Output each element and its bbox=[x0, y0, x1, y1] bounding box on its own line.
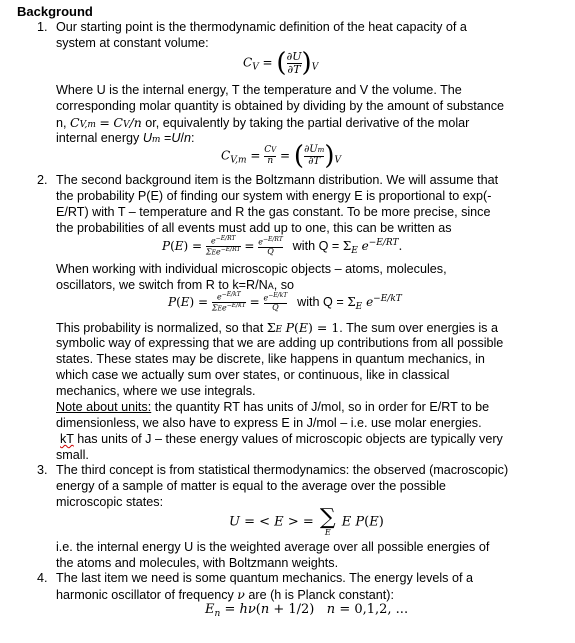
item2-para-2: states. These states may be discrete, like happens in quantum mechanics, in bbox=[56, 352, 485, 366]
item1-para-2: corresponding molar quantity is obtained by dividing by the amount of substance bbox=[56, 99, 505, 113]
item-number-2: 2. bbox=[37, 173, 48, 187]
equation-oscillator-energy: $E_n = h\nu(n + 1/2)$ n = 0,1,2, ... bbox=[205, 602, 409, 619]
item2-line-2: the probability P(E) of finding our system with energy E is proportional to exp(- bbox=[56, 189, 492, 203]
item-number-3: 3. bbox=[37, 463, 48, 477]
item1-para-4: internal energy Um =U/n: bbox=[56, 131, 195, 145]
equation-heat-capacity: $C_V$ = ( $\frac{\partial U}{\partial T}$ )$_V$ bbox=[243, 48, 319, 78]
equation-boltzmann-molar: P(E) = $\frac{e^{-E/RT}}{\Sigma Ee^{-E/RT}}$ = $\frac{e^{-E/RT}}{Q}$ with $Q = \Sigma_E$ $e^{-E/RT}$. bbox=[162, 235, 403, 257]
item2-line-3: E/RT) with T – temperature and R the gas constant. To be more precise, since bbox=[56, 205, 491, 219]
item2-normalization: This probability is normalized, so that ΣE P(E) = 1. The sum over energies is a bbox=[56, 320, 498, 335]
equation-internal-energy: U = < E > = ∑ E E P(E) bbox=[229, 505, 384, 537]
item4-line-1: The last item we need is some quantum mechanics. The energy levels of a bbox=[56, 571, 473, 585]
section-heading: Background bbox=[17, 4, 93, 19]
item2-line-4: the probabilities of all events must add up to one, this can be written as bbox=[56, 221, 452, 235]
item2-kt-last: small. bbox=[56, 448, 89, 462]
item1-line-2: system at constant volume: bbox=[56, 36, 209, 50]
item3-after-1: i.e. the internal energy U is the weighted average over all possible energies of bbox=[56, 540, 490, 554]
item2-kt-line: kT has units of J – these energy values of microscopic objects are typically very bbox=[60, 432, 503, 446]
item3-line-3: microscopic states: bbox=[56, 495, 164, 509]
item1-line-1: Our starting point is the thermodynamic definition of the heat capacity of a bbox=[56, 20, 467, 34]
item2-note-2: dimensionless, we also have to express E in J/mol – i.e. use molar energies. bbox=[56, 416, 482, 430]
equation-boltzmann-micro: P(E) = $\frac{e^{-E/kT}}{\Sigma Ee^{-E/kT}}$ = $\frac{e^{-E/kT}}{Q}$ with $Q = \Sigma_E$ $e^{-E/kT}$ bbox=[168, 291, 402, 313]
item2-line-1: The second background item is the Boltzmann distribution. We will assume that bbox=[56, 173, 499, 187]
item3-after-2: the atoms and molecules, with Boltzmann weights. bbox=[56, 556, 339, 570]
item-number-4: 4. bbox=[37, 571, 48, 585]
note-label: Note about units: bbox=[56, 400, 152, 414]
equation-molar-heat-capacity: $C_{V,m}$ = $\frac{CV}{n}$ = ( $\frac{\partial Um}{\partial T}$ )$_V$ bbox=[221, 141, 341, 171]
item2-line-individual: When working with individual microscopic objects – atoms, molecules, bbox=[56, 262, 447, 276]
item4-line-2: harmonic oscillator of frequency ν are (h is Planck constant): bbox=[56, 587, 394, 602]
item-number-1: 1. bbox=[37, 20, 48, 34]
item2-note-units: Note about units: the quantity RT has units of J/mol, so in order for E/RT to be bbox=[56, 400, 490, 414]
item2-para-3: which case we actually sum over states, or continuous, like in classical bbox=[56, 368, 450, 382]
item2-line-oscillators: oscillators, we switch from R to k=R/NA, so bbox=[56, 278, 295, 292]
item1-para-3: n, CV,m = CV/n or, equivalently by taking the partial derivative of the molar bbox=[56, 115, 470, 130]
item3-line-2: energy of a sample of matter is equal to the average over the possible bbox=[56, 479, 446, 493]
item2-para-4: mechanics, where we use integrals. bbox=[56, 384, 256, 398]
kt-spellcheck-mark: kT bbox=[60, 432, 74, 446]
item3-line-1: The third concept is from statistical thermodynamics: the observed (macroscopic) bbox=[56, 463, 509, 477]
item2-para-1: symbolic way of expressing that we are adding up contributions from all possible bbox=[56, 336, 504, 350]
item1-para-1: Where U is the internal energy, T the temperature and V the volume. The bbox=[56, 83, 462, 97]
